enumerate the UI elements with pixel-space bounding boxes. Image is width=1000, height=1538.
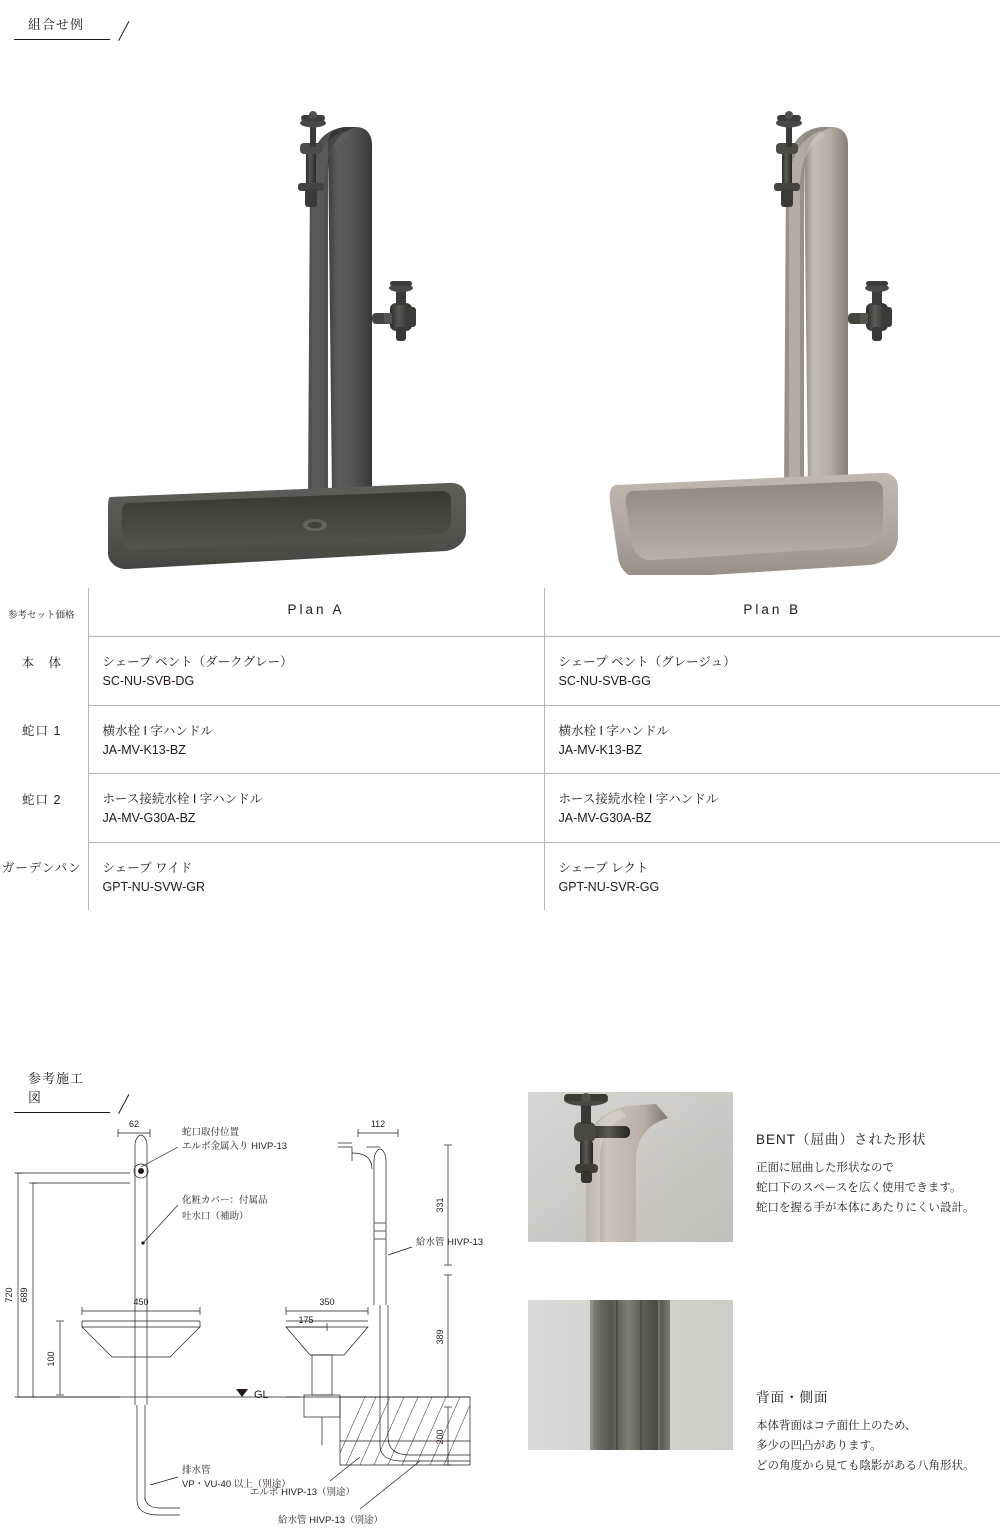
item-code: GPT-NU-SVW-GR (102, 879, 206, 894)
label-elbow: エルボ HIVP-13（別途） (250, 1487, 356, 1498)
cell-body-plan-b (544, 637, 1000, 706)
feature-bent-photo (528, 1092, 733, 1242)
row-label-faucet2: 蛇口 2 (22, 792, 62, 807)
dim-389: 389 (435, 1329, 445, 1345)
item-name: 横水栓 I 字ハンドル (102, 723, 213, 738)
label-supply-other: 給水管 HIVP-13（別途） (278, 1515, 384, 1526)
feature-back-side-photo (528, 1300, 733, 1450)
label-drain-spec: VP・VU-40 以上（別途） (182, 1479, 291, 1490)
item-code: JA-MV-G30A-BZ (102, 811, 196, 825)
feature-bent (528, 1092, 998, 1244)
faucet-side-a (372, 281, 416, 341)
dim-175: 175 (298, 1315, 314, 1325)
bent-closeup-illustration (528, 1092, 733, 1242)
feature-back-side-line-2: 多少の凹凸があります。 (756, 1440, 882, 1453)
item-name: ホース接続水栓 I 字ハンドル (102, 792, 263, 807)
heading-underline (14, 39, 110, 40)
item-name: ホース接続水栓 I 字ハンドル (558, 792, 719, 807)
table-row (0, 705, 1000, 774)
item-name: 横水栓 I 字ハンドル (558, 723, 669, 738)
product-photo-area (0, 55, 1000, 575)
label-tap-position: 蛇口取付位置 (182, 1127, 240, 1138)
table-row (0, 842, 1000, 910)
item-code: SC-NU-SVB-GG (558, 674, 651, 688)
dim-112: 112 (370, 1119, 386, 1129)
price-label: 参考セット価格 (8, 609, 75, 621)
item-code: JA-MV-K13-BZ (558, 742, 642, 757)
faucet-side-b (848, 281, 892, 341)
dim-200: 200 (435, 1429, 445, 1445)
plan-a-illustration (100, 55, 520, 575)
table-row (0, 774, 1000, 843)
dim-450: 450 (133, 1297, 149, 1307)
feature-back-side-title: 背面・側面 (756, 1390, 829, 1405)
feature-bent-line-1: 正面に屈曲した形状なので (756, 1162, 894, 1174)
item-code: JA-MV-K13-BZ (102, 742, 186, 757)
row-label-gardenpan: ガーデンパン (1, 861, 82, 876)
column-header-plan-a: Plan A (88, 588, 544, 637)
item-name: シェープ ベント（グレージュ） (558, 655, 736, 670)
table-header-row (0, 588, 1000, 637)
dim-720: 720 (4, 1287, 14, 1303)
cell-faucet2-plan-b (544, 774, 1000, 843)
label-supply-pipe: 給水管 HIVP-13 (416, 1237, 484, 1248)
item-code: JA-MV-G30A-BZ (558, 811, 652, 825)
dim-100: 100 (46, 1351, 56, 1367)
item-name: シェープ ベント（ダークグレー） (102, 655, 293, 670)
label-drain-pipe: 排水管 (182, 1465, 211, 1476)
row-label-body: 本 体 (21, 655, 62, 670)
feature-back-side-line-1: 本体背面はコテ面仕上のため、 (756, 1420, 917, 1432)
feature-bent-text (756, 1128, 1000, 1218)
dim-331: 331 (435, 1197, 445, 1213)
dim-350: 350 (319, 1297, 335, 1307)
plan-b-illustration (580, 55, 980, 575)
label-cover: 化粧カバー：付属品 (182, 1195, 268, 1206)
diagram-svg (0, 1105, 520, 1535)
feature-bent-title: BENT（屈曲）された形状 (756, 1132, 927, 1147)
label-spout: 吐水口（補助） (182, 1211, 249, 1222)
feature-bent-line-2: 蛇口下のスペースを広く使用できます。 (756, 1182, 962, 1195)
back-side-closeup-illustration (528, 1300, 733, 1450)
feature-back-side-line-3: どの角度から見ても陰影がある八角形状。 (756, 1460, 975, 1473)
spec-table (0, 588, 1000, 910)
cell-faucet1-plan-b (544, 705, 1000, 774)
cell-gardenpan-plan-a (88, 842, 544, 910)
item-name: シェープ レクト (558, 860, 649, 875)
item-name: シェープ ワイド (102, 860, 193, 875)
label-elbow-metal: エルボ金属入り HIVP-13 (182, 1141, 288, 1152)
feature-back-side (528, 1300, 998, 1473)
feature-bent-line-3: 蛇口を握る手が本体にあたりにくい設計。 (756, 1202, 975, 1215)
section-heading-combination (14, 14, 110, 40)
row-label-faucet1: 蛇口 1 (22, 724, 62, 739)
cell-faucet1-plan-a (88, 705, 544, 774)
heading-slash (118, 21, 129, 41)
plan-b-unit (580, 55, 980, 575)
column-header-plan-b: Plan B (544, 588, 1000, 637)
cell-faucet2-plan-a (88, 774, 544, 843)
gl-label: GL (254, 1389, 269, 1401)
cell-body-plan-a (88, 637, 544, 706)
construction-diagram (0, 1105, 520, 1535)
dim-62: 62 (128, 1119, 140, 1129)
section-heading-combination-label: 組合せ例 (28, 17, 85, 32)
plan-a-unit (100, 55, 520, 575)
item-code: SC-NU-SVB-DG (102, 674, 195, 688)
dim-689: 689 (19, 1287, 29, 1303)
feature-back-side-text (756, 1386, 1000, 1476)
section-heading-construction-label: 参考施工図 (28, 1071, 85, 1105)
cell-gardenpan-plan-b (544, 842, 1000, 910)
table-row (0, 637, 1000, 706)
item-code: GPT-NU-SVR-GG (558, 879, 660, 894)
